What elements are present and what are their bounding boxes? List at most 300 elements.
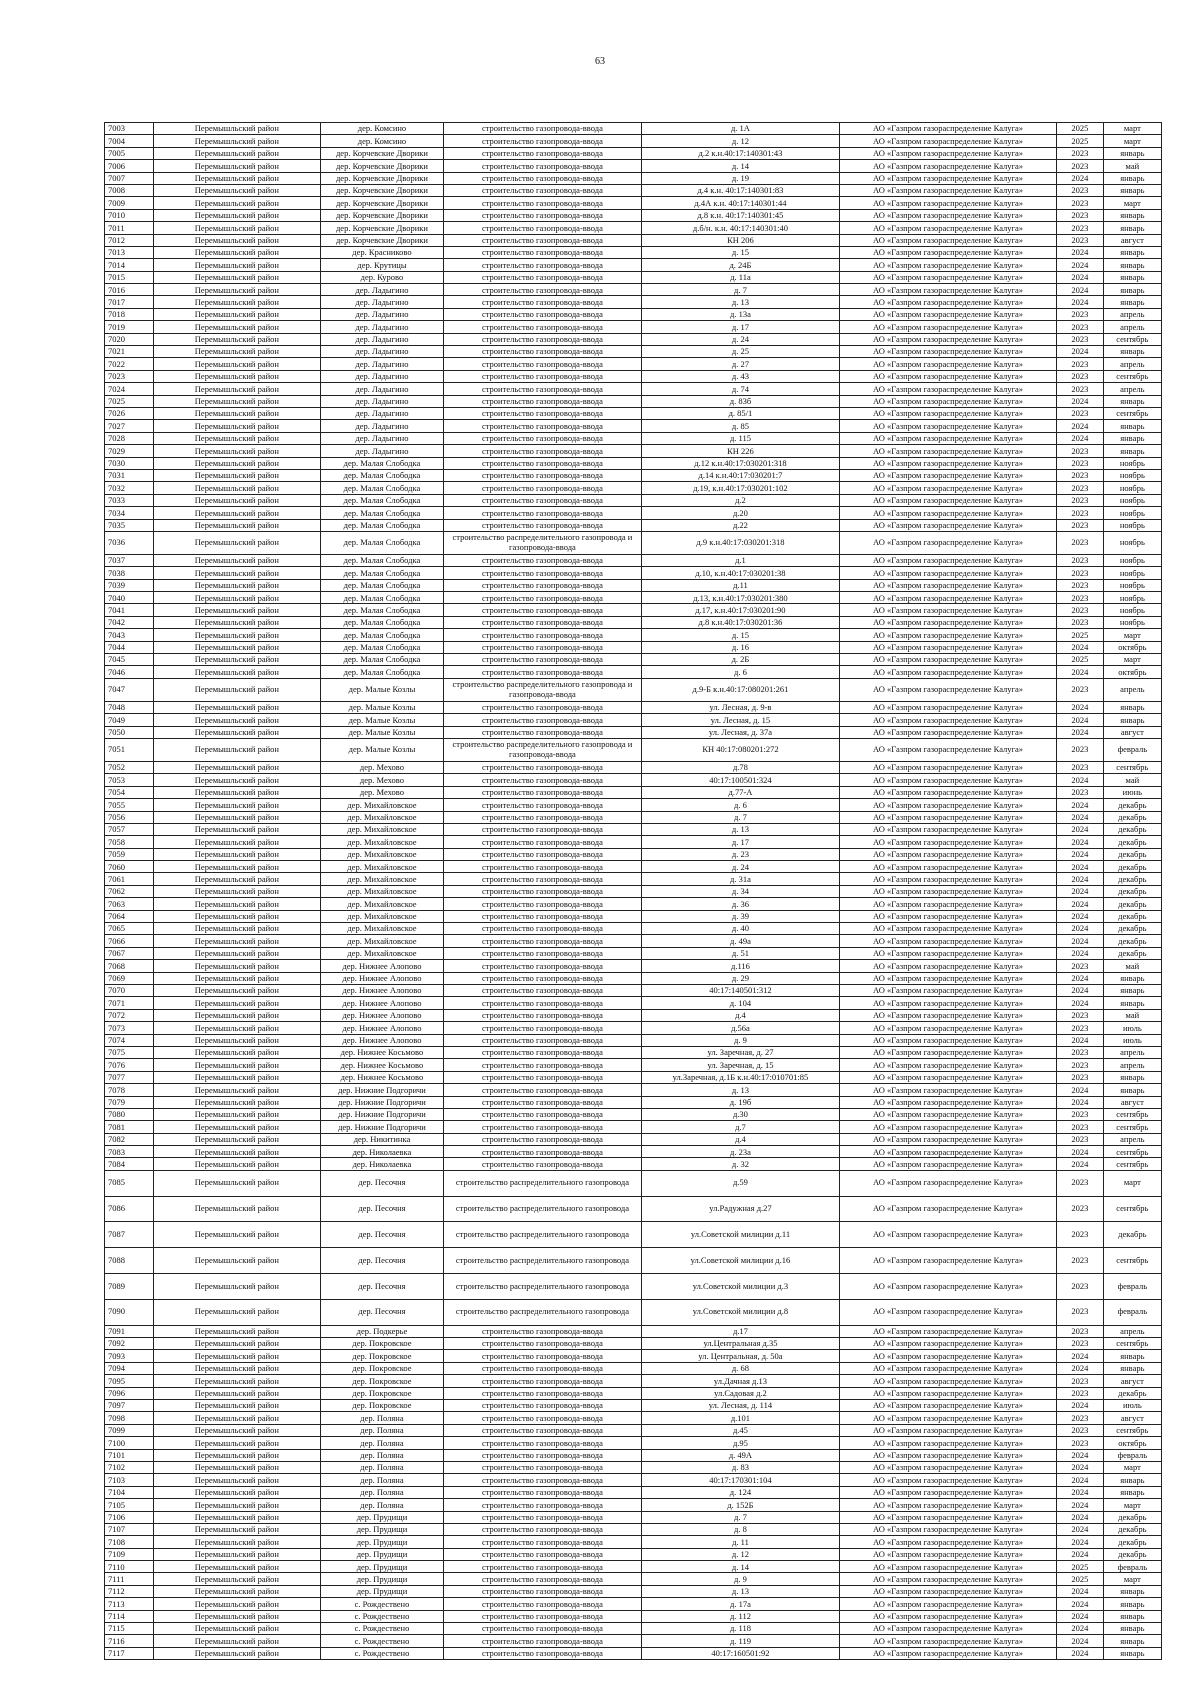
work-type-cell: строительство газопровода-ввода — [443, 383, 641, 395]
address-cell: д.77-А — [641, 786, 839, 798]
work-type-cell: строительство газопровода-ввода — [443, 469, 641, 481]
contractor-cell: АО «Газпром газораспределение Калуга» — [839, 1299, 1056, 1325]
address-cell: д. 24 — [641, 861, 839, 873]
settlement-cell: дер. Михайловское — [321, 811, 444, 823]
district-cell: Перемышльский район — [153, 259, 320, 271]
contractor-cell: АО «Газпром газораспределение Калуга» — [839, 774, 1056, 786]
work-type-cell: строительство газопровода-ввода — [443, 1536, 641, 1548]
row-number-cell: 7091 — [105, 1325, 154, 1337]
settlement-cell: дер. Малые Козлы — [321, 714, 444, 726]
month-cell: декабрь — [1103, 1222, 1161, 1248]
contractor-cell: АО «Газпром газораспределение Калуга» — [839, 1158, 1056, 1170]
settlement-cell: дер. Песочня — [321, 1196, 444, 1222]
year-cell: 2023 — [1057, 407, 1104, 419]
month-cell: декабрь — [1103, 1536, 1161, 1548]
table-row — [105, 1511, 1162, 1523]
district-cell: Перемышльский район — [153, 321, 320, 333]
table-row — [105, 1196, 1162, 1222]
settlement-cell: дер. Малая Слободка — [321, 567, 444, 579]
address-cell: д. 19б — [641, 1096, 839, 1108]
table-row — [105, 774, 1162, 786]
address-cell: д.4 к.н. 40:17:140301:83 — [641, 184, 839, 196]
district-cell: Перемышльский район — [153, 761, 320, 773]
table-row — [105, 1059, 1162, 1071]
work-type-cell: строительство газопровода-ввода — [443, 1647, 641, 1659]
contractor-cell: АО «Газпром газораспределение Калуга» — [839, 222, 1056, 234]
month-cell: апрель — [1103, 321, 1161, 333]
table-row — [105, 1096, 1162, 1108]
row-number-cell: 7021 — [105, 346, 154, 358]
table-row — [105, 1133, 1162, 1145]
district-cell: Перемышльский район — [153, 1536, 320, 1548]
month-cell: январь — [1103, 1362, 1161, 1374]
district-cell: Перемышльский район — [153, 997, 320, 1009]
work-type-cell: строительство газопровода-ввода — [443, 184, 641, 196]
year-cell: 2023 — [1057, 147, 1104, 159]
settlement-cell: дер. Михайловское — [321, 947, 444, 959]
row-number-cell: 7032 — [105, 482, 154, 494]
table-row — [105, 1338, 1162, 1350]
year-cell: 2024 — [1057, 885, 1104, 897]
settlement-cell: дер. Прудищи — [321, 1585, 444, 1597]
work-type-cell: строительство газопровода-ввода — [443, 1598, 641, 1610]
row-number-cell: 7040 — [105, 592, 154, 604]
work-type-cell: строительство газопровода-ввода — [443, 1449, 641, 1461]
year-cell: 2023 — [1057, 308, 1104, 320]
table-row — [105, 1449, 1162, 1461]
contractor-cell: АО «Газпром газораспределение Калуга» — [839, 654, 1056, 666]
table-row — [105, 1548, 1162, 1560]
month-cell: декабрь — [1103, 1548, 1161, 1560]
settlement-cell: дер. Михайловское — [321, 861, 444, 873]
row-number-cell: 7019 — [105, 321, 154, 333]
year-cell: 2025 — [1057, 135, 1104, 147]
address-cell: д. 74 — [641, 383, 839, 395]
table-row — [105, 1071, 1162, 1083]
contractor-cell: АО «Газпром газораспределение Калуга» — [839, 1598, 1056, 1610]
month-cell: ноябрь — [1103, 616, 1161, 628]
work-type-cell: строительство газопровода-ввода — [443, 935, 641, 947]
month-cell: декабрь — [1103, 910, 1161, 922]
month-cell: август — [1103, 234, 1161, 246]
settlement-cell: дер. Мехово — [321, 786, 444, 798]
month-cell: сентябрь — [1103, 407, 1161, 419]
row-number-cell: 7099 — [105, 1424, 154, 1436]
month-cell: ноябрь — [1103, 482, 1161, 494]
row-number-cell: 7104 — [105, 1486, 154, 1498]
row-number-cell: 7036 — [105, 531, 154, 554]
address-cell: ул. Заречная, д. 27 — [641, 1046, 839, 1058]
row-number-cell: 7027 — [105, 420, 154, 432]
month-cell: январь — [1103, 972, 1161, 984]
year-cell: 2023 — [1057, 469, 1104, 481]
district-cell: Перемышльский район — [153, 898, 320, 910]
address-cell: д.101 — [641, 1412, 839, 1424]
row-number-cell: 7086 — [105, 1196, 154, 1222]
district-cell: Перемышльский район — [153, 654, 320, 666]
settlement-cell: дер. Прудищи — [321, 1523, 444, 1535]
month-cell: январь — [1103, 1647, 1161, 1659]
address-cell: д. 85 — [641, 420, 839, 432]
table-row — [105, 1299, 1162, 1325]
work-type-cell: строительство газопровода-ввода — [443, 445, 641, 457]
table-row — [105, 160, 1162, 172]
year-cell: 2024 — [1057, 172, 1104, 184]
district-cell: Перемышльский район — [153, 1022, 320, 1034]
month-cell: март — [1103, 1170, 1161, 1196]
year-cell: 2024 — [1057, 395, 1104, 407]
year-cell: 2023 — [1057, 1274, 1104, 1300]
settlement-cell: дер. Ладыгино — [321, 321, 444, 333]
address-cell: д. 43 — [641, 370, 839, 382]
month-cell: август — [1103, 726, 1161, 738]
year-cell: 2024 — [1057, 1399, 1104, 1411]
contractor-cell: АО «Газпром газораспределение Калуга» — [839, 1133, 1056, 1145]
table-row — [105, 246, 1162, 258]
district-cell: Перемышльский район — [153, 947, 320, 959]
work-type-cell: строительство газопровода-ввода — [443, 774, 641, 786]
contractor-cell: АО «Газпром газораспределение Калуга» — [839, 985, 1056, 997]
year-cell: 2025 — [1057, 123, 1104, 135]
contractor-cell: АО «Газпром газораспределение Калуга» — [839, 296, 1056, 308]
contractor-cell: АО «Газпром газораспределение Калуга» — [839, 1084, 1056, 1096]
work-type-cell: строительство газопровода-ввода — [443, 1146, 641, 1158]
settlement-cell: дер. Ладыгино — [321, 296, 444, 308]
address-cell: ул.Садовая д.2 — [641, 1387, 839, 1399]
settlement-cell: дер. Корчевские Дворики — [321, 234, 444, 246]
year-cell: 2024 — [1057, 898, 1104, 910]
district-cell: Перемышльский район — [153, 714, 320, 726]
settlement-cell: дер. Малые Козлы — [321, 701, 444, 713]
row-number-cell: 7015 — [105, 271, 154, 283]
address-cell: д. 12 — [641, 135, 839, 147]
month-cell: сентябрь — [1103, 370, 1161, 382]
settlement-cell: с. Рождествено — [321, 1623, 444, 1635]
table-row — [105, 1610, 1162, 1622]
year-cell: 2023 — [1057, 160, 1104, 172]
row-number-cell: 7110 — [105, 1561, 154, 1573]
district-cell: Перемышльский район — [153, 726, 320, 738]
address-cell: д. 49а — [641, 935, 839, 947]
settlement-cell: дер. Песочня — [321, 1299, 444, 1325]
address-cell: д. 27 — [641, 358, 839, 370]
month-cell: январь — [1103, 985, 1161, 997]
month-cell: декабрь — [1103, 811, 1161, 823]
settlement-cell: дер. Ладыгино — [321, 445, 444, 457]
district-cell: Перемышльский район — [153, 1350, 320, 1362]
work-type-cell: строительство газопровода-ввода — [443, 1325, 641, 1337]
contractor-cell: АО «Газпром газораспределение Калуга» — [839, 701, 1056, 713]
settlement-cell: дер. Поляна — [321, 1486, 444, 1498]
settlement-cell: дер. Михайловское — [321, 823, 444, 835]
settlement-cell: дер. Поляна — [321, 1474, 444, 1486]
address-cell: д. 12 — [641, 1548, 839, 1560]
table-row — [105, 271, 1162, 283]
year-cell: 2024 — [1057, 666, 1104, 678]
table-row — [105, 1325, 1162, 1337]
table-row — [105, 848, 1162, 860]
month-cell: апрель — [1103, 1325, 1161, 1337]
row-number-cell: 7012 — [105, 234, 154, 246]
year-cell: 2023 — [1057, 234, 1104, 246]
contractor-cell: АО «Газпром газораспределение Калуга» — [839, 308, 1056, 320]
month-cell: январь — [1103, 1474, 1161, 1486]
address-cell: д. 17 — [641, 321, 839, 333]
address-cell: ул.Дачная д.13 — [641, 1375, 839, 1387]
district-cell: Перемышльский район — [153, 641, 320, 653]
table-row — [105, 346, 1162, 358]
address-cell: д. 119 — [641, 1635, 839, 1647]
settlement-cell: дер. Покровское — [321, 1350, 444, 1362]
month-cell: ноябрь — [1103, 554, 1161, 566]
row-number-cell: 7105 — [105, 1499, 154, 1511]
gasification-schedule-table — [104, 122, 1162, 1660]
district-cell: Перемышльский район — [153, 1158, 320, 1170]
year-cell: 2024 — [1057, 296, 1104, 308]
district-cell: Перемышльский район — [153, 420, 320, 432]
address-cell: д.2 — [641, 494, 839, 506]
contractor-cell: АО «Газпром газораспределение Калуга» — [839, 271, 1056, 283]
contractor-cell: АО «Газпром газораспределение Калуга» — [839, 1121, 1056, 1133]
row-number-cell: 7029 — [105, 445, 154, 457]
table-row — [105, 1523, 1162, 1535]
contractor-cell: АО «Газпром газораспределение Калуга» — [839, 678, 1056, 701]
contractor-cell: АО «Газпром газораспределение Калуга» — [839, 321, 1056, 333]
year-cell: 2023 — [1057, 222, 1104, 234]
address-cell: д.17, к.н.40:17:030201:90 — [641, 604, 839, 616]
row-number-cell: 7052 — [105, 761, 154, 773]
table-row — [105, 799, 1162, 811]
row-number-cell: 7044 — [105, 641, 154, 653]
year-cell: 2025 — [1057, 654, 1104, 666]
address-cell: д. 2Б — [641, 654, 839, 666]
month-cell: февраль — [1103, 1561, 1161, 1573]
district-cell: Перемышльский район — [153, 836, 320, 848]
table-row — [105, 873, 1162, 885]
month-cell: январь — [1103, 701, 1161, 713]
work-type-cell: строительство газопровода-ввода — [443, 592, 641, 604]
row-number-cell: 7016 — [105, 284, 154, 296]
district-cell: Перемышльский район — [153, 1449, 320, 1461]
address-cell: д. 104 — [641, 997, 839, 1009]
contractor-cell: АО «Газпром газораспределение Калуга» — [839, 1034, 1056, 1046]
settlement-cell: дер. Малая Слободка — [321, 507, 444, 519]
work-type-cell: строительство распределительного газопровода — [443, 1299, 641, 1325]
work-type-cell: строительство газопровода-ввода — [443, 1362, 641, 1374]
contractor-cell: АО «Газпром газораспределение Калуга» — [839, 1561, 1056, 1573]
month-cell: апрель — [1103, 383, 1161, 395]
settlement-cell: дер. Корчевские Дворики — [321, 172, 444, 184]
settlement-cell: дер. Нижнее Алопово — [321, 1022, 444, 1034]
month-cell: январь — [1103, 714, 1161, 726]
table-row — [105, 445, 1162, 457]
district-cell: Перемышльский район — [153, 1585, 320, 1597]
year-cell: 2023 — [1057, 209, 1104, 221]
year-cell: 2023 — [1057, 1325, 1104, 1337]
row-number-cell: 7017 — [105, 296, 154, 308]
work-type-cell: строительство газопровода-ввода — [443, 1635, 641, 1647]
contractor-cell: АО «Газпром газораспределение Калуга» — [839, 1474, 1056, 1486]
work-type-cell: строительство газопровода-ввода — [443, 567, 641, 579]
district-cell: Перемышльский район — [153, 604, 320, 616]
settlement-cell: дер. Нижнее Косьмово — [321, 1059, 444, 1071]
row-number-cell: 7061 — [105, 873, 154, 885]
contractor-cell: АО «Газпром газораспределение Калуга» — [839, 923, 1056, 935]
contractor-cell: АО «Газпром газораспределение Калуга» — [839, 172, 1056, 184]
row-number-cell: 7008 — [105, 184, 154, 196]
settlement-cell: дер. Ладыгино — [321, 383, 444, 395]
district-cell: Перемышльский район — [153, 1499, 320, 1511]
work-type-cell: строительство газопровода-ввода — [443, 420, 641, 432]
year-cell: 2023 — [1057, 321, 1104, 333]
month-cell: ноябрь — [1103, 579, 1161, 591]
settlement-cell: дер. Нижние Подгоричи — [321, 1084, 444, 1096]
contractor-cell: АО «Газпром газораспределение Калуга» — [839, 482, 1056, 494]
contractor-cell: АО «Газпром газораспределение Калуга» — [839, 259, 1056, 271]
contractor-cell: АО «Газпром газораспределение Калуга» — [839, 147, 1056, 159]
district-cell: Перемышльский район — [153, 346, 320, 358]
settlement-cell: дер. Подкерье — [321, 1325, 444, 1337]
table-row — [105, 1461, 1162, 1473]
row-number-cell: 7067 — [105, 947, 154, 959]
settlement-cell: дер. Малая Слободка — [321, 469, 444, 481]
work-type-cell: строительство газопровода-ввода — [443, 985, 641, 997]
contractor-cell: АО «Газпром газораспределение Калуга» — [839, 1486, 1056, 1498]
address-cell: ул.Советской милиции д.8 — [641, 1299, 839, 1325]
work-type-cell: строительство газопровода-ввода — [443, 1610, 641, 1622]
district-cell: Перемышльский район — [153, 616, 320, 628]
settlement-cell: дер. Малая Слободка — [321, 666, 444, 678]
settlement-cell: дер. Нижнее Косьмово — [321, 1071, 444, 1083]
district-cell: Перемышльский район — [153, 774, 320, 786]
table-row — [105, 726, 1162, 738]
district-cell: Перемышльский район — [153, 1133, 320, 1145]
work-type-cell: строительство газопровода-ввода — [443, 1412, 641, 1424]
year-cell: 2023 — [1057, 383, 1104, 395]
work-type-cell: строительство газопровода-ввода — [443, 1474, 641, 1486]
row-number-cell: 7065 — [105, 923, 154, 935]
contractor-cell: АО «Газпром газораспределение Калуга» — [839, 333, 1056, 345]
work-type-cell: строительство газопровода-ввода — [443, 898, 641, 910]
work-type-cell: строительство распределительного газопровода — [443, 1248, 641, 1274]
address-cell: 40:17:140501:312 — [641, 985, 839, 997]
table-row — [105, 629, 1162, 641]
table-row — [105, 678, 1162, 701]
year-cell: 2024 — [1057, 271, 1104, 283]
month-cell: декабрь — [1103, 1387, 1161, 1399]
address-cell: д. 40 — [641, 923, 839, 935]
month-cell: февраль — [1103, 738, 1161, 761]
month-cell: декабрь — [1103, 873, 1161, 885]
address-cell: д. 13 — [641, 1084, 839, 1096]
district-cell: Перемышльский район — [153, 1362, 320, 1374]
table-row — [105, 910, 1162, 922]
row-number-cell: 7077 — [105, 1071, 154, 1083]
table-row — [105, 469, 1162, 481]
district-cell: Перемышльский район — [153, 972, 320, 984]
month-cell: март — [1103, 1499, 1161, 1511]
settlement-cell: дер. Михайловское — [321, 935, 444, 947]
district-cell: Перемышльский район — [153, 222, 320, 234]
contractor-cell: АО «Газпром газораспределение Калуга» — [839, 346, 1056, 358]
month-cell: сентябрь — [1103, 1196, 1161, 1222]
contractor-cell: АО «Газпром газораспределение Калуга» — [839, 1022, 1056, 1034]
district-cell: Перемышльский район — [153, 873, 320, 885]
row-number-cell: 7054 — [105, 786, 154, 798]
row-number-cell: 7116 — [105, 1635, 154, 1647]
district-cell: Перемышльский район — [153, 432, 320, 444]
year-cell: 2023 — [1057, 1412, 1104, 1424]
address-cell: д.56а — [641, 1022, 839, 1034]
contractor-cell: АО «Газпром газораспределение Калуга» — [839, 1499, 1056, 1511]
table-body — [105, 123, 1162, 1660]
district-cell: Перемышльский район — [153, 482, 320, 494]
work-type-cell: строительство газопровода-ввода — [443, 407, 641, 419]
month-cell: декабрь — [1103, 947, 1161, 959]
row-number-cell: 7094 — [105, 1362, 154, 1374]
work-type-cell: строительство газопровода-ввода — [443, 701, 641, 713]
contractor-cell: АО «Газпром газораспределение Калуга» — [839, 1046, 1056, 1058]
district-cell: Перемышльский район — [153, 1046, 320, 1058]
table-row — [105, 259, 1162, 271]
table-row — [105, 1022, 1162, 1034]
work-type-cell: строительство газопровода-ввода — [443, 222, 641, 234]
row-number-cell: 7051 — [105, 738, 154, 761]
work-type-cell: строительство газопровода-ввода — [443, 370, 641, 382]
month-cell: апрель — [1103, 1059, 1161, 1071]
address-cell: д. 152Б — [641, 1499, 839, 1511]
table-row — [105, 1536, 1162, 1548]
month-cell: январь — [1103, 246, 1161, 258]
district-cell: Перемышльский район — [153, 507, 320, 519]
settlement-cell: дер. Малая Слободка — [321, 554, 444, 566]
settlement-cell: дер. Поляна — [321, 1437, 444, 1449]
contractor-cell: АО «Газпром газораспределение Калуга» — [839, 1523, 1056, 1535]
address-cell: ул. Лесная, д. 37а — [641, 726, 839, 738]
work-type-cell: строительство газопровода-ввода — [443, 507, 641, 519]
district-cell: Перемышльский район — [153, 197, 320, 209]
row-number-cell: 7069 — [105, 972, 154, 984]
table-row — [105, 1561, 1162, 1573]
district-cell: Перемышльский район — [153, 395, 320, 407]
year-cell: 2023 — [1057, 1222, 1104, 1248]
row-number-cell: 7111 — [105, 1573, 154, 1585]
row-number-cell: 7055 — [105, 799, 154, 811]
month-cell: январь — [1103, 296, 1161, 308]
month-cell: апрель — [1103, 308, 1161, 320]
table-row — [105, 701, 1162, 713]
work-type-cell: строительство газопровода-ввода — [443, 1486, 641, 1498]
settlement-cell: дер. Нижние Подгоричи — [321, 1096, 444, 1108]
table-row — [105, 666, 1162, 678]
address-cell: д. 17 — [641, 836, 839, 848]
work-type-cell: строительство газопровода-ввода — [443, 457, 641, 469]
contractor-cell: АО «Газпром газораспределение Калуга» — [839, 714, 1056, 726]
contractor-cell: АО «Газпром газораспределение Калуга» — [839, 1222, 1056, 1248]
work-type-cell: строительство газопровода-ввода — [443, 714, 641, 726]
work-type-cell: строительство газопровода-ввода — [443, 885, 641, 897]
address-cell: д. 1А — [641, 123, 839, 135]
address-cell: 40:17:100501:324 — [641, 774, 839, 786]
row-number-cell: 7011 — [105, 222, 154, 234]
year-cell: 2024 — [1057, 811, 1104, 823]
table-row — [105, 1387, 1162, 1399]
row-number-cell: 7023 — [105, 370, 154, 382]
address-cell: д.116 — [641, 960, 839, 972]
district-cell: Перемышльский район — [153, 811, 320, 823]
settlement-cell: дер. Ладыгино — [321, 358, 444, 370]
month-cell: июль — [1103, 1034, 1161, 1046]
